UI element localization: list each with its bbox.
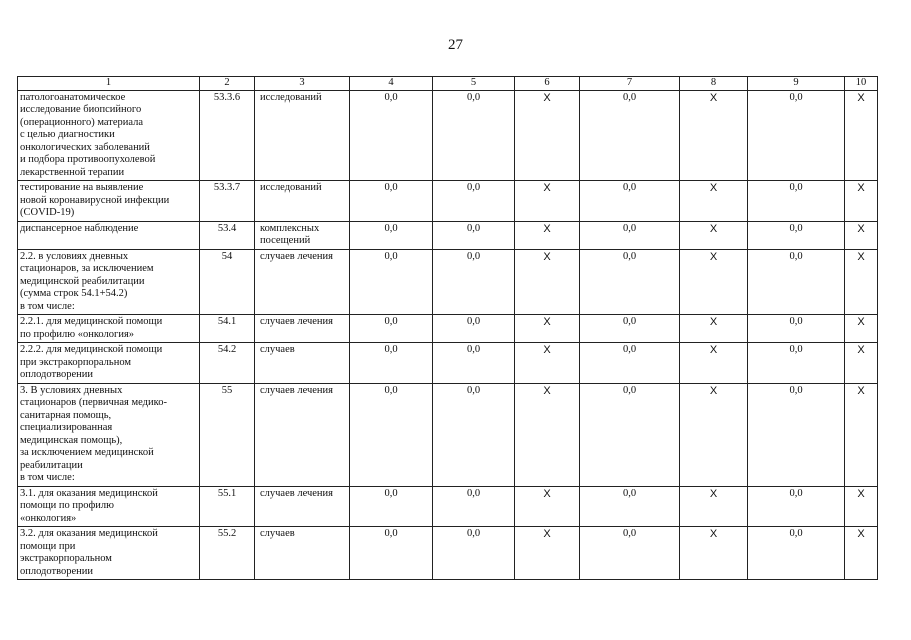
x-mark-cell: Х <box>845 90 878 181</box>
table-row <box>18 249 878 315</box>
column-header: 6 <box>515 77 580 91</box>
value-cell: 0,0 <box>350 181 433 222</box>
row-unit-cell: комплексных посещений <box>255 221 350 249</box>
value-cell: 0,0 <box>433 527 515 580</box>
value-cell: 0,0 <box>748 249 845 315</box>
x-mark-cell: Х <box>515 527 580 580</box>
x-mark-cell: Х <box>515 221 580 249</box>
value-cell: 0,0 <box>580 343 680 384</box>
row-unit-cell: случаев лечения <box>255 383 350 486</box>
value-cell: 0,0 <box>433 181 515 222</box>
table-row <box>18 486 878 527</box>
x-mark-cell: Х <box>515 90 580 181</box>
column-header: 3 <box>255 77 350 91</box>
row-unit-cell: исследований <box>255 90 350 181</box>
column-header: 10 <box>845 77 878 91</box>
table-row <box>18 315 878 343</box>
x-mark-cell: Х <box>845 181 878 222</box>
row-code-cell: 53.3.7 <box>200 181 255 222</box>
row-unit-cell: случаев <box>255 527 350 580</box>
column-header: 2 <box>200 77 255 91</box>
x-mark-cell: Х <box>515 486 580 527</box>
value-cell: 0,0 <box>580 527 680 580</box>
row-unit-cell: случаев <box>255 343 350 384</box>
row-name-cell: патологоанатомическое исследование биопсийного (операционного) материала с целью диагностики онкологических заболеваний и подбора противоопухолевой лекарственной терапии <box>18 90 200 181</box>
value-cell: 0,0 <box>350 383 433 486</box>
row-name-cell: 2.2.1. для медицинской помощи по профилю «онкология» <box>18 315 200 343</box>
table-row <box>18 221 878 249</box>
row-code-cell: 55.1 <box>200 486 255 527</box>
row-code-cell: 55.2 <box>200 527 255 580</box>
value-cell: 0,0 <box>433 90 515 181</box>
x-mark-cell: Х <box>845 221 878 249</box>
table-row <box>18 383 878 486</box>
value-cell: 0,0 <box>433 249 515 315</box>
row-unit-cell: случаев лечения <box>255 249 350 315</box>
column-header: 1 <box>18 77 200 91</box>
x-mark-cell: Х <box>680 343 748 384</box>
row-unit-cell: случаев лечения <box>255 486 350 527</box>
column-header: 9 <box>748 77 845 91</box>
x-mark-cell: Х <box>845 315 878 343</box>
value-cell: 0,0 <box>580 90 680 181</box>
page-number: 27 <box>448 37 463 53</box>
value-cell: 0,0 <box>748 383 845 486</box>
row-code-cell: 54 <box>200 249 255 315</box>
data-table <box>17 76 878 580</box>
x-mark-cell: Х <box>680 486 748 527</box>
table-row <box>18 90 878 181</box>
column-header: 5 <box>433 77 515 91</box>
value-cell: 0,0 <box>580 383 680 486</box>
row-name-cell: 2.2.2. для медицинской помощи при экстракорпоральном оплодотворении <box>18 343 200 384</box>
row-name-cell: 3.1. для оказания медицинской помощи по профилю «онкология» <box>18 486 200 527</box>
x-mark-cell: Х <box>515 181 580 222</box>
row-name-cell: тестирование на выявление новой коронавирусной инфекции (COVID-19) <box>18 181 200 222</box>
value-cell: 0,0 <box>350 343 433 384</box>
value-cell: 0,0 <box>350 315 433 343</box>
row-name-cell: диспансерное наблюдение <box>18 221 200 249</box>
x-mark-cell: Х <box>680 181 748 222</box>
table-row <box>18 343 878 384</box>
value-cell: 0,0 <box>748 527 845 580</box>
value-cell: 0,0 <box>433 383 515 486</box>
row-name-cell: 2.2. в условиях дневных стационаров, за исключением медицинской реабилитации (сумма строк 54.1+54.2) в том числе: <box>18 249 200 315</box>
x-mark-cell: Х <box>845 343 878 384</box>
x-mark-cell: Х <box>845 249 878 315</box>
row-code-cell: 54.2 <box>200 343 255 384</box>
value-cell: 0,0 <box>350 221 433 249</box>
value-cell: 0,0 <box>350 249 433 315</box>
row-unit-cell: исследований <box>255 181 350 222</box>
header-row <box>18 77 878 91</box>
value-cell: 0,0 <box>748 343 845 384</box>
row-code-cell: 54.1 <box>200 315 255 343</box>
value-cell: 0,0 <box>748 486 845 527</box>
x-mark-cell: Х <box>515 249 580 315</box>
value-cell: 0,0 <box>748 315 845 343</box>
row-unit-cell: случаев лечения <box>255 315 350 343</box>
value-cell: 0,0 <box>748 221 845 249</box>
value-cell: 0,0 <box>748 90 845 181</box>
x-mark-cell: Х <box>680 315 748 343</box>
column-header: 4 <box>350 77 433 91</box>
value-cell: 0,0 <box>433 315 515 343</box>
x-mark-cell: Х <box>680 527 748 580</box>
table-row <box>18 527 878 580</box>
row-name-cell: 3.2. для оказания медицинской помощи при экстракорпоральном оплодотворении <box>18 527 200 580</box>
x-mark-cell: Х <box>515 343 580 384</box>
value-cell: 0,0 <box>748 181 845 222</box>
column-header: 8 <box>680 77 748 91</box>
column-header: 7 <box>580 77 680 91</box>
x-mark-cell: Х <box>515 383 580 486</box>
value-cell: 0,0 <box>433 343 515 384</box>
x-mark-cell: Х <box>680 383 748 486</box>
value-cell: 0,0 <box>433 221 515 249</box>
value-cell: 0,0 <box>580 486 680 527</box>
value-cell: 0,0 <box>580 249 680 315</box>
value-cell: 0,0 <box>580 221 680 249</box>
row-name-cell: 3. В условиях дневных стационаров (первичная медико- санитарная помощь, специализированная медицинская помощь), за исключением медицинской реабилитации в том числе: <box>18 383 200 486</box>
x-mark-cell: Х <box>680 249 748 315</box>
value-cell: 0,0 <box>580 181 680 222</box>
x-mark-cell: Х <box>680 90 748 181</box>
table-row <box>18 181 878 222</box>
row-code-cell: 53.4 <box>200 221 255 249</box>
value-cell: 0,0 <box>350 486 433 527</box>
x-mark-cell: Х <box>845 527 878 580</box>
x-mark-cell: Х <box>515 315 580 343</box>
row-code-cell: 55 <box>200 383 255 486</box>
value-cell: 0,0 <box>580 315 680 343</box>
value-cell: 0,0 <box>350 527 433 580</box>
value-cell: 0,0 <box>433 486 515 527</box>
row-code-cell: 53.3.6 <box>200 90 255 181</box>
x-mark-cell: Х <box>845 486 878 527</box>
x-mark-cell: Х <box>680 221 748 249</box>
value-cell: 0,0 <box>350 90 433 181</box>
x-mark-cell: Х <box>845 383 878 486</box>
